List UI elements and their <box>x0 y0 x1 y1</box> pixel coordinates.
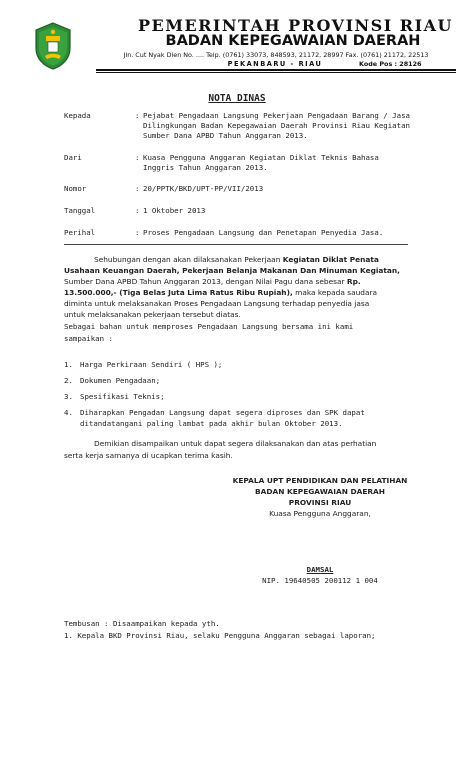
nomor-label: Nomor <box>64 184 87 193</box>
signature-position-1: KEPALA UPT PENDIDIKAN DAN PELATIHAN <box>232 476 408 485</box>
list-item-number: 4. <box>64 408 73 417</box>
paragraph-1-line-4: 13.500.000,- (Tiga Belas Juta Lima Ratus Ribu Rupiah), maka kepada saudara <box>64 288 378 297</box>
list-item: Diharapkan Pengadan Langsung dapat segera diproses dan SPK dapat <box>80 408 365 417</box>
dari-label: Dari <box>64 153 82 162</box>
dari-line-1: Kuasa Pengguna Anggaran Kegiatan Diklat Teknis Bahasa <box>143 153 379 162</box>
paragraph-2-line-1: Sebagai bahan untuk memproses Pengadaan Langsung bersama ini kami <box>64 322 354 331</box>
header-divider <box>64 244 408 245</box>
government-title: PEMERINTAH PROVINSI RIAU <box>138 16 453 35</box>
dari-line-2: Inggris Tahun Anggaran 2013. <box>143 163 268 172</box>
paragraph-1-line-3: Sumber Dana APBD Tahun Anggaran 2013, dengan Nilai Pagu dana sebesar Rp. <box>64 277 361 286</box>
list-item: Dokumen Pengadaan; <box>80 376 161 385</box>
agency-title: BADAN KEPEGAWAIAN DAERAH <box>165 33 421 49</box>
closing-line-1: Demikian disampaikan untuk dapat segera dilaksanakan dan atas perhatian <box>94 439 377 448</box>
tanggal-label: Tanggal <box>64 206 96 215</box>
riau-coat-of-arms-icon <box>34 22 72 70</box>
signatory-nip: NIP. 19640505 200112 1 004 <box>262 576 378 585</box>
nomor-value: 20/PPTK/BKD/UPT-PP/VII/2013 <box>143 184 264 193</box>
tanggal-colon: : <box>135 206 140 215</box>
paragraph-1-line-6: untuk melaksanakan pekerjaan tersebut diatas. <box>64 310 241 319</box>
letterhead-divider-thin <box>96 72 456 73</box>
address-line: Jln. Cut Nyak Dien No. .... Telp. (0761) 33073, 848593, 21172, 28997 Fax. (0761) 21172, 22513 <box>123 51 429 59</box>
paragraph-1-line-1: Sehubungan dengan akan dilaksanakan Pekerjaan Kegiatan Diklat Penata <box>94 255 379 264</box>
perihal-colon: : <box>135 228 140 237</box>
tanggal-value: 1 Oktober 2013 <box>143 206 206 215</box>
kepada-line-2: Dilingkungan Badan Kepegawaian Daerah Provinsi Riau Kegiatan <box>143 121 410 130</box>
list-item-number: 1. <box>64 360 73 369</box>
perihal-value: Proses Pengadaan Langsung dan Penetapan Penyedia Jasa. <box>143 228 384 237</box>
signature-position-3: PROVINSI RIAU <box>288 498 352 507</box>
closing-line-2: serta kerja samanya di ucapkan terima kasih. <box>64 451 233 460</box>
list-item-number: 3. <box>64 392 73 401</box>
tembusan-item: 1. Kepala BKD Provinsi Riau, selaku Pengguna Anggaran sebagai laporan; <box>64 631 376 640</box>
paragraph-1-line-5: diminta untuk melaksanakan Proses Pengadaan Langsung terhadap penyedia jasa <box>64 299 370 308</box>
perihal-label: Perihal <box>64 228 96 237</box>
document-title: NOTA DINAS <box>208 93 266 104</box>
dari-colon: : <box>135 153 140 162</box>
kepada-line-3: Sumber Dana APBD Tahun Anggaran 2013. <box>143 131 308 140</box>
kepada-line-1: Pejabat Pengadaan Langsung Pekerjaan Pengadaan Barang / Jasa <box>143 111 410 120</box>
letterhead-divider <box>96 69 456 71</box>
nomor-colon: : <box>135 184 140 193</box>
paragraph-1-line-2: Usahaan Keuangan Daerah, Pekerjaan Belanja Makanan Dan Minuman Kegiatan, <box>64 266 400 275</box>
kepada-colon: : <box>135 111 140 120</box>
list-item-number: 2. <box>64 376 73 385</box>
list-item: Harga Perkiraan Sendiri ( HPS ); <box>80 360 223 369</box>
kepada-label: Kepada <box>64 111 91 120</box>
postal-code: Kode Pos : 28126 <box>359 60 422 68</box>
paragraph-2-line-2: sampaikan : <box>64 334 113 343</box>
tembusan-heading: Tembusan : Disaampaikan kepada yth. <box>64 619 220 628</box>
signatory-name: DAMSAL <box>306 565 334 574</box>
signature-role: Kuasa Pengguna Anggaran, <box>269 509 371 518</box>
city-line: PEKANBARU - RIAU <box>227 60 323 68</box>
list-item: Spesifikasi Teknis; <box>80 392 165 401</box>
list-item-continuation: ditandatangani paling lambat pada akhir bulan Oktober 2013. <box>80 419 343 428</box>
signature-position-2: BADAN KEPEGAWAIAN DAERAH <box>255 487 385 496</box>
